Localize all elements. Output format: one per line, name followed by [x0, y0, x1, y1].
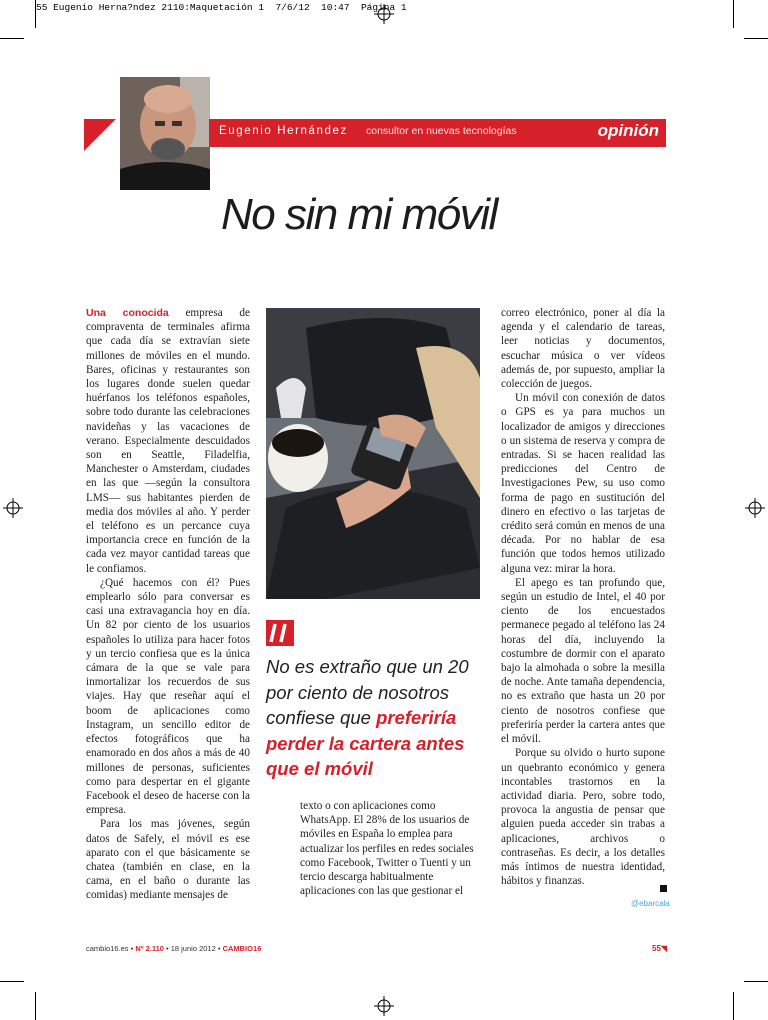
registration-mark-icon — [374, 4, 394, 24]
article-photo — [266, 308, 480, 599]
quote-mark-icon — [266, 620, 294, 646]
text-column-3 — [501, 306, 665, 888]
registration-mark-icon — [374, 996, 394, 1016]
pull-quote-text: No es extraño que un 20 por ciento de nosotros confiese que — [266, 656, 469, 728]
paragraph: correo electrónico, poner al día la agenda y el calendario de tareas, leer noticias y documentos, escuchar música o ver vídeos además de, por supuesto, ampliar la colección de juegos. — [501, 307, 665, 391]
paragraph: texto o con aplicaciones como WhatsApp. El 28% de los usuarios de móviles en España lo emplea para actualizar los perfiles en redes sociales como Facebook, Twitter o Tuenti y un tercio descarga habitualmente aplicaciones con las que gestionar el — [300, 800, 474, 898]
page-number: 55◥ — [652, 944, 668, 953]
crop-mark — [733, 992, 734, 1020]
author-role: consultor en nuevas tecnologías — [366, 125, 517, 137]
footer-brand: CAMBIO16 — [222, 944, 262, 953]
section-label: opinión — [597, 121, 659, 140]
lead-in: Una conocida — [86, 307, 169, 319]
crop-mark — [744, 981, 768, 982]
paragraph: El apego es tan profundo que, según un estudio de Intel, el 40 por ciento de los encuestados permanece pegado al teléfono las 24 horas del día, incluyendo la costumbre de dormir con el aparato bajo la almohada o sobre la mesilla de noche. Ante tamaña dependencia, no es extraño que hasta un 20 por ciento de nosotros confiese que preferiría perder la cartera antes que el móvil. — [501, 576, 665, 746]
print-slug: 55 Eugenio Herna?ndez 2110:Maquetación 1 7/6/12 10:47 Página 1 — [36, 2, 407, 13]
page-arrow-icon: ◥ — [660, 944, 668, 953]
registration-mark-icon — [745, 498, 765, 518]
pull-quote — [266, 654, 496, 782]
footer-site: cambio16.es — [86, 944, 129, 953]
footer-issue: Nº 2.110 — [135, 944, 164, 953]
text-column-2 — [300, 799, 480, 898]
text-column-1 — [86, 306, 250, 903]
paragraph: empresa de compraventa de terminales afirma que cada día se extravían siete millones de móviles en el mundo. Bares, oficinas y restaurantes son los lugares donde suelen quedar huérfanos los teléfonos españoles, sobre todo durante las celebraciones navideñas y las vacaciones de verano. Especialmente descuidados son en Seattle, Filadelfia, Manchester o Amsterdam, ciudades en las que —según la consultora LMS— sus habitantes pierden de media dos móviles al año. Y perder el teléfono es un percance cuya importancia crece en función de la cada vez mayor cantidad tareas que le confiamos. — [86, 307, 250, 575]
registration-mark-icon — [3, 498, 23, 518]
crop-mark — [0, 981, 24, 982]
crop-mark — [744, 38, 768, 39]
paragraph: Para los mas jóvenes, según datos de Safely, el móvil es ese aparato con el que básicamente se chatea (también en clase, en la cama, en el baño o durante las comidas) mediante mensajes de — [86, 818, 250, 902]
crop-mark — [35, 0, 36, 28]
author-name: Eugenio Hernández — [219, 125, 348, 137]
paragraph: Un móvil con conexión de datos o GPS es ya para muchos un localizador de amigos y direcciones o un sistema de reserva y compra de entradas. Si se hacen realidad las predicciones del Centro de Investigaciones Pew, su uso como forma de pago en sustitución del dinero en efectivo o las tarjetas de crédito será común en menos de una década. Por no hablar de esa función que todos hemos utilizado alguna vez: mirar la hora. — [501, 392, 665, 575]
crop-mark — [35, 992, 36, 1020]
article-title: No sin mi móvil — [221, 190, 497, 239]
twitter-handle[interactable]: @ebarcala — [631, 899, 670, 908]
pull-quote-highlight: preferiría perder la cartera antes que el móvil — [266, 707, 465, 779]
page-footer: cambio16.es • Nº 2.110 • 18 junio 2012 • CAMBIO16 — [86, 944, 262, 953]
footer-date: 18 junio 2012 — [170, 944, 216, 953]
header-triangle — [84, 119, 116, 151]
paragraph: ¿Qué hacemos con él? Pues emplearlo sólo para conversar es casi una extravagancia hoy en día. Un 82 por ciento de los usuarios españoles lo utiliza para hacer fotos y un tercio confiesa que es la única cámara de la que se vale para inmortalizar los recuerdos de sus viajes. Hay que reseñar aquí el boom de aplicaciones como Instagram, un sencillo editor de efectos fotográficos que ha enamorado en dos años a más de 40 millones de personas, suficientes como para despertar en el gigante Facebook el deseo de hacerse con la empresa. — [86, 576, 250, 817]
paragraph: Porque su olvido o hurto supone un quebranto económico y genera incontables trastornos en la actividad diaria. Pero, sobre todo, provoca la angustia de pensar que alguien pueda acceder sin trabas a aplicaciones, archivos o contraseñas. Es decir, a los detalles más íntimos de nuestra identidad, hábitos y finanzas. — [501, 747, 665, 888]
end-mark-icon — [660, 885, 667, 892]
crop-mark — [0, 38, 24, 39]
author-photo — [120, 77, 210, 190]
crop-mark — [733, 0, 734, 28]
